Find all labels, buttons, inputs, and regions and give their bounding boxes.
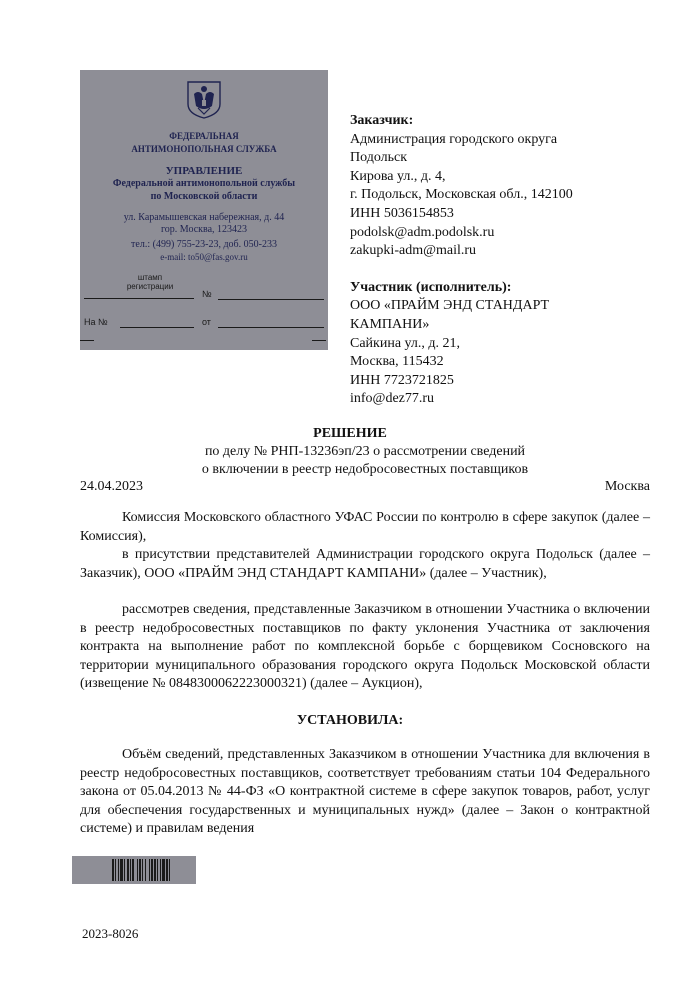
reference-number-label: На № [84, 317, 108, 327]
agency-address-city: гор. Москва, 123423 [160, 224, 248, 235]
agency-address-street: ул. Карамышевская набережная, д. 44 [123, 212, 285, 223]
agency-name-line2: АНТИМОНОПОЛЬНАЯ СЛУЖБА [131, 144, 277, 154]
corner-mark-left [80, 340, 94, 341]
agency-name-line1: ФЕДЕРАЛЬНАЯ [169, 131, 239, 141]
russian-eagle-emblem-icon [184, 78, 224, 120]
paragraph-commission: Комиссия Московского областного УФАС России по контролю в сфере закупок (далее – Комиссия), [80, 510, 650, 544]
customer-line: ИНН 5036154853 [350, 205, 454, 221]
customer-line: Кирова ул., д. 4, [350, 168, 446, 184]
decision-subtitle-registry: о включении в реестр недобросовестных поставщиков [201, 462, 529, 477]
agency-email: e-mail: to50@fas.gov.ru [160, 252, 248, 262]
department-title: УПРАВЛЕНИЕ [165, 165, 243, 177]
department-name: Федеральной антимонопольной службы [112, 178, 296, 189]
paragraph-considered: рассмотрев сведения, представленные Заказчиком в отношении Участника о включении в реестр недобросовестных поставщиков по факту уклонения Участника от заключения контракта на выполнение работ по комплексной борьбе с борщевиком Сосновского на территории муниципального образования городского округа Подольск Московской области (извещение № 0848300062223000321) (далее – Аукцион), [80, 602, 650, 692]
customer-line: г. Подольск, Московская обл., 142100 [350, 187, 573, 203]
reference-date-line [218, 327, 324, 328]
department-region: по Московской области [150, 191, 258, 202]
customer-line: Подольск [350, 150, 408, 166]
number-label: № [202, 289, 212, 299]
customer-line: Администрация городского округа [350, 131, 558, 147]
agency-phone: тел.: (499) 755-23-23, доб. 050-233 [131, 239, 277, 250]
participant-line: ИНН 7723721825 [350, 372, 454, 388]
customer-header: Заказчик: [350, 113, 414, 128]
reference-number-line [120, 327, 194, 328]
stamp-registration-label: штамп регистрации [126, 273, 174, 292]
decision-title: РЕШЕНИЕ [313, 426, 387, 441]
participant-line: Сайкина ул., д. 21, [350, 335, 461, 351]
decision-city: Москва [604, 479, 650, 494]
participant-line: Москва, 115432 [350, 354, 444, 370]
paragraph-established: Объём сведений, представленных Заказчиком в отношении Участника для включения в реестр недобросовестных поставщиков, соответствует требованиям статьи 104 Федерального закона от 05.04.2013 № 44-ФЗ «О контрактной системе в сфере закупок товаров, работ, услуг для обеспечения государственных и муниципальных нужд» (далее – Закон о контрактной системе) и правилам ведения [80, 747, 650, 837]
participant-line: ООО «ПРАЙМ ЭНД СТАНДАРТ [350, 298, 550, 314]
addressee-block [350, 112, 680, 409]
paragraph-presence: в присутствии представителей Администрации городского округа Подольск (далее – Заказчик), ООО «ПРАЙМ ЭНД СТАНДАРТ КАМПАНИ» (далее – Участник), [80, 547, 650, 581]
established-heading: УСТАНОВИЛА: [296, 713, 404, 728]
corner-mark-right [312, 340, 326, 341]
participant-header: Участник (исполнитель): [350, 279, 512, 295]
document-number: 2023-8026 [82, 926, 139, 941]
barcode-bars [112, 859, 190, 881]
decision-date: 24.04.2023 [80, 479, 143, 494]
barcode-icon [72, 856, 196, 884]
letterhead-stamp [80, 70, 328, 350]
customer-email: zakupki-adm@mail.ru [350, 243, 477, 259]
registration-line [84, 298, 194, 299]
participant-line: КАМПАНИ» [350, 316, 430, 332]
reference-date-label: от [202, 317, 211, 327]
customer-email: podolsk@adm.podolsk.ru [350, 224, 495, 240]
number-line [218, 299, 324, 300]
participant-email: info@dez77.ru [350, 391, 435, 407]
decision-subtitle-case: по делу № РНП-13236эп/23 о рассмотрении сведений [204, 444, 526, 459]
